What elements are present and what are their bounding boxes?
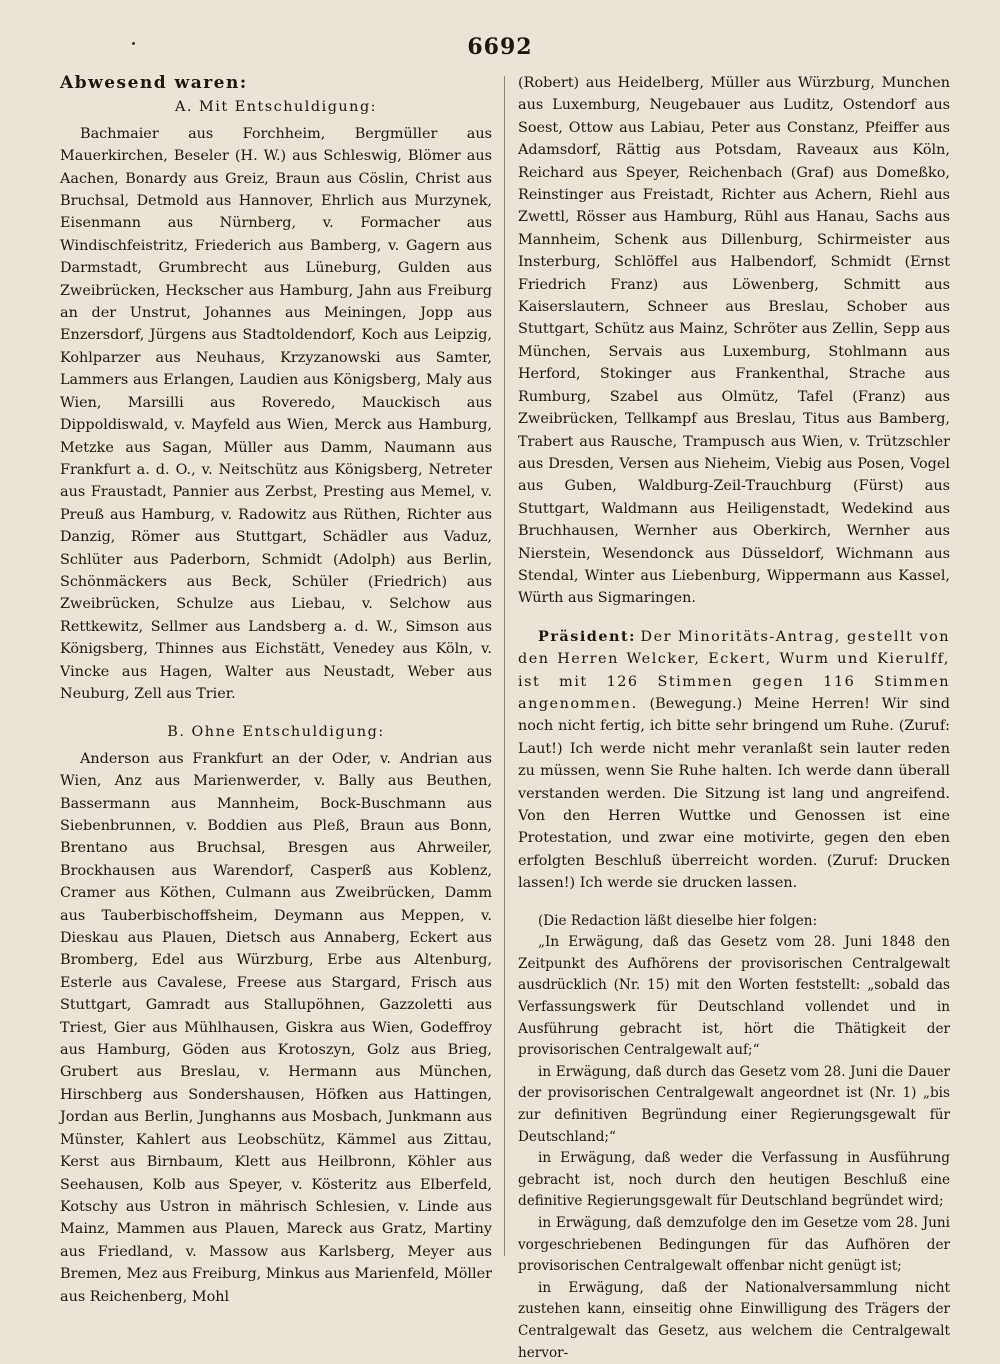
vote-result: Der Minoritäts-Antrag, gestellt von den Herren Welcker, Eckert, Wurm und Kierulff, ist mit 126 Stimmen gegen 116 Stimmen angenommen.: [518, 628, 951, 712]
section-a-title: A. Mit Entschuldigung:: [175, 99, 377, 116]
protest-paragraph-5: in Erwägung, daß der Nationalversammlung nicht zustehen kann, einseitig ohne Einwilligung des Trägers der Centralgewalt das Gesetz, aus welchem die Centralgewalt hervor-: [518, 1279, 950, 1361]
right-column: [518, 72, 950, 1364]
section-a-text: Bachmaier aus Forchheim, Bergmüller aus Mauerkirchen, Beseler (H. W.) aus Schleswig, Blömer aus Aachen, Bonardy aus Greiz, Braun aus Cöslin, Christ aus Bruchsal, Detmold aus Hannover, Ehrlich aus Murzynek, Eisenmann aus Nürnberg, v. Formacher aus Windischfeistritz, Friederich aus Bamberg, v. Gagern aus Darmstadt, Grumbrecht aus Lüneburg, Gulden aus Zweibrücken, Heckscher aus Hamburg, Jahn aus Freiburg an der Unstrut, Johannes aus Meiningen, Jopp aus Enzersdorf, Jürgens aus Stadtoldendorf, Koch aus Leipzig, Kohlparzer aus Neuhaus, Krzyzanowski aus Samter, Lammers aus Erlangen, Laudien aus Königsberg, Maly aus Wien, Marsilli aus Roveredo, Mauckisch aus Dippoldiswald, v. Mayfeld aus Wien, Merck aus Hamburg, Metzke aus Sagan, Müller aus Damm, Naumann aus Frankfurt a. d. O., v. Neitschütz aus Königsberg, Netreter aus Fraustadt, Pannier aus Zerbst, Presting aus Memel, v. Preuß aus Hamburg, v. Radowitz aus Rüthen, Richter aus Danzig, Römer aus Stuttgart, Schädler aus Vaduz, Schlüter aus Paderborn, Schmidt (Adolph) aus Berlin, Schönmäckers aus Beck, Schüler (Friedrich) aus Zweibrücken, Schulze aus Liebau, v. Selchow aus Rettkewitz, Sellmer aus Landsberg a. d. W., Simson aus Königsberg, Thinnes aus Eichstätt, Venedey aus Köln, v. Vincke aus Hagen, Walter aus Neustadt, Weber aus Neuburg, Zell aus Trier.: [60, 125, 492, 702]
section-b-text: Anderson aus Frankfurt an der Oder, v. Andrian aus Wien, Anz aus Marienwerder, v. Bally aus Beuthen, Bassermann aus Mannheim, Bock-Buschmann aus Siebenbrunnen, v. Boddien aus Pleß, Braun aus Bonn, Brentano aus Bruchsal, Bresgen aus Ahrweiler, Brockhausen aus Warendorf, Casperß aus Koblenz, Cramer aus Köthen, Culmann aus Zweibrücken, Damm aus Tauberbischoffsheim, Deymann aus Meppen, v. Dieskau aus Plauen, Dietsch aus Annaberg, Eckert aus Bromberg, Edel aus Würzburg, Erbe aus Altenburg, Esterle aus Cavalese, Freese aus Stargard, Frisch aus Stuttgart, Gamradt aus Stallupöhnen, Gazzoletti aus Triest, Gier aus Mühlhausen, Giskra aus Wien, Godeffroy aus Hamburg, Göden aus Krotoszyn, Golz aus Brieg, Grubert aus Breslau, v. Hermann aus München, Hirschberg aus Sondershausen, Höfken aus Hattingen, Jordan aus Berlin, Junghanns aus Mosbach, Junkmann aus Münster, Kahlert aus Leobschütz, Kämmel aus Zittau, Kerst aus Birnbaum, Klett aus Heilbronn, Köhler aus Seehausen, Kolb aus Speyer, v. Kösteritz aus Elberfeld, Kotschy aus Ustron in mährisch Schlesien, v. Linde aus Mainz, Mammen aus Plauen, Mareck aus Gratz, Martiny aus Friedland, v. Massow aus Karlsberg, Meyer aus Bremen, Mez aus Freiburg, Minkus aus Marienfeld, Möller aus Reichenberg, Mohl: [60, 750, 492, 1305]
protest-paragraph-1: „In Erwägung, daß das Gesetz vom 28. Juni 1848 den Zeitpunkt des Aufhörens der provisorischen Centralgewalt ausdrücklich (Nr. 15) mit den Worten feststellt: „sobald das Verfassungswerk für Deutschland vollendet und in Ausführung gebracht ist, hört die Thätigkeit der provisorischen Centralgewalt auf;“: [518, 934, 950, 1059]
absent-list-continuation: (Robert) aus Heidelberg, Müller aus Würzburg, Munchen aus Luxemburg, Neugebauer aus Luditz, Ostendorf aus Soest, Ottow aus Labiau, Peter aus Constanz, Pfeiffer aus Adamsdorf, Rättig aus Potsdam, Raveaux aus Köln, Reichard aus Speyer, Reichenbach (Graf) aus Domeßko, Reinstinger aus Freistadt, Richter aus Achern, Riehl aus Zwettl, Rösser aus Hamburg, Rühl aus Hanau, Sachs aus Mannheim, Schenk aus Dillenburg, Schirmeister aus Insterburg, Schlöffel aus Halbendorf, Schmidt (Ernst Friedrich Franz) aus Löwenberg, Schmitt aus Kaiserslautern, Schneer aus Breslau, Schober aus Stuttgart, Schütz aus Mainz, Schröter aus Zellin, Sepp aus München, Servais aus Luxemburg, Stohlmann aus Herford, Stokinger aus Frankenthal, Strache aus Rumburg, Szabel aus Olmütz, Tafel (Franz) aus Zweibrücken, Tellkampf aus Breslau, Titus aus Bamberg, Trabert aus Rausche, Trampusch aus Wien, v. Trützschler aus Dresden, Versen aus Nieheim, Viebig aus Posen, Vogel aus Guben, Waldburg-Zeil-Trauchburg (Fürst) aus Stuttgart, Waldmann aus Heiligenstadt, Wedekind aus Bruchhausen, Wernher aus Oberkirch, Wernher aus Nierstein, Wesendonck aus Düsseldorf, Wichmann aus Stendal, Winter aus Liebenburg, Wippermann aus Kassel, Würth aus Sigmaringen.: [518, 75, 950, 607]
protest-paragraph-4: in Erwägung, daß demzufolge den im Gesetze vom 28. Juni vorgeschriebenen Bedingungen für das Aufhören der provisorischen Centralgewalt offenbar nicht genügt ist;: [518, 1214, 950, 1275]
ink-speck: [132, 42, 135, 45]
president-remarks: (Bewegung.) Meine Herren! Wir sind noch nicht fertig, ich bitte sehr bringend um Ruhe. (Zuruf: Laut!) Ich werde nicht mehr veranlaßt sein lauter reden zu müssen, wenn Sie Ruhe halten. Ich werde dann überall verstanden werden. Die Sitzung ist lang und angreifend. Von den Herren Wuttke und Genossen ist eine Protestation, und zwar eine motivirte, gegen den eben erfolgten Beschluß überreicht worden. (Zuruf: Drucken lassen!) Ich werde sie drucken lassen.: [518, 695, 950, 892]
redaction-note: (Die Redaction läßt dieselbe hier folgen:: [538, 912, 818, 929]
absent-heading: Abwesend waren:: [60, 73, 248, 93]
section-b-title: B. Ohne Entschuldigung:: [167, 724, 385, 741]
protest-paragraph-3: in Erwägung, daß weder die Verfassung in Ausführung gebracht ist, noch durch den heutigen Beschluß eine definitive Regierungsgewalt für Deutschland begründet wird;: [518, 1150, 950, 1210]
column-divider: [504, 76, 505, 1256]
left-column: [60, 72, 492, 1308]
speaker-label: Präsident:: [538, 627, 636, 645]
page-number: 6692: [467, 34, 533, 60]
president-statement: [518, 626, 950, 895]
protest-paragraph-2: in Erwägung, daß durch das Gesetz vom 28. Juni die Dauer der provisorischen Centralgewalt angeordnet ist (Nr. 1) „bis zur definitiven Begründung einer Regierungsgewalt für Deutschland;“: [518, 1063, 950, 1145]
